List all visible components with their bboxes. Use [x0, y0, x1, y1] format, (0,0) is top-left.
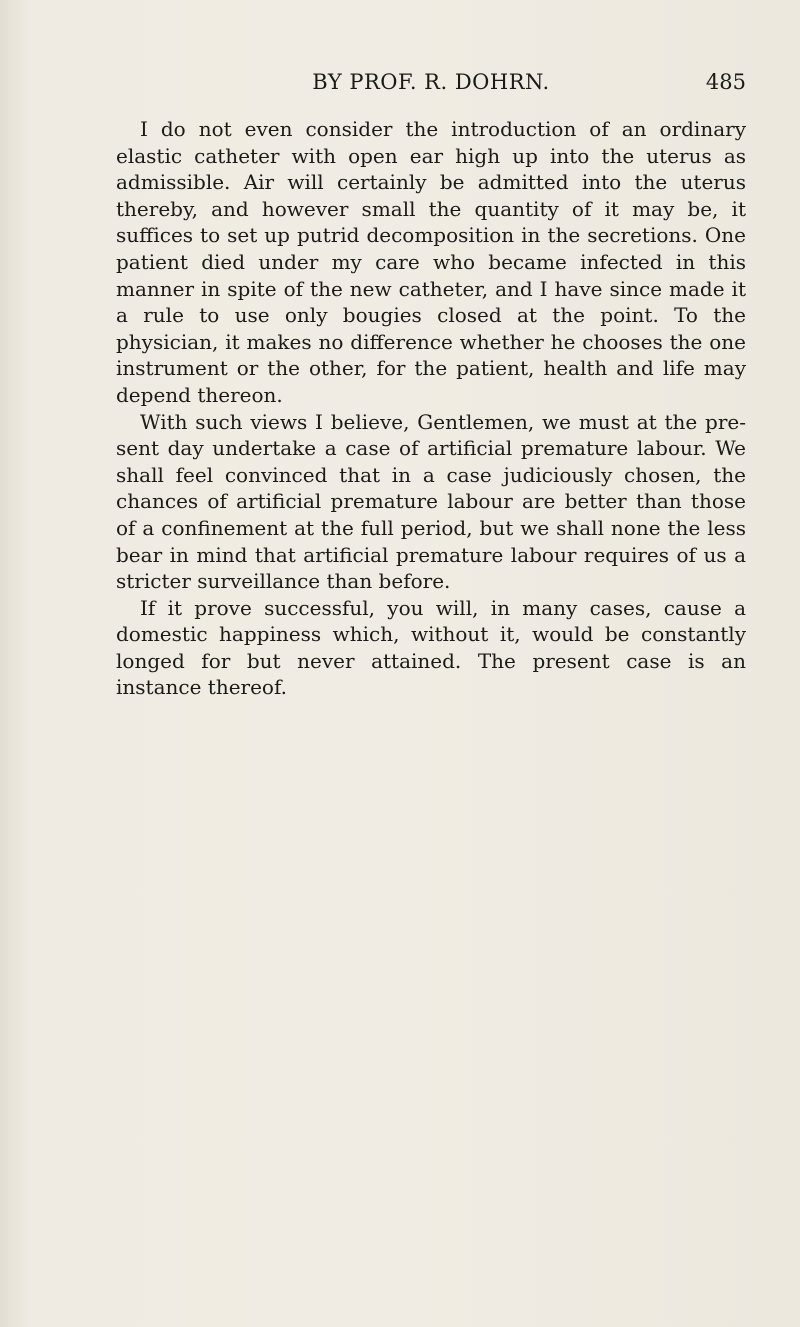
- page-number: 485: [705, 70, 746, 94]
- paragraph: I do not even consider the introduction of an ordinary elastic catheter with open ear high up into the uterus as admissible. Air will certainly be admitted into the uterus thereby, and however small the quantity of it may be, it suffices to set up putrid decomposition in the secretions. One patient died under my care who became infected in this manner in spite of the new catheter, and I have since made it a rule to use only bougies closed at the point. To the physician, it makes no difference whether he chooses the one instrument or the other, for the patient, health and life may depend thereon.: [116, 117, 746, 407]
- paragraph: If it prove successful, you will, in many cases, cause a domestic happiness which, without it, would be constantly longed for but never attained. The present case is an instance thereof.: [116, 595, 746, 700]
- running-title: BY PROF. R. DOHRN.: [312, 70, 550, 94]
- body-text: [116, 116, 746, 701]
- running-head: [116, 70, 746, 100]
- paragraph: With such views I believe, Gentlemen, we must at the present day undertake a case of artificial premature labour. We shall feel convinced that in a case judiciously chosen, the chances of artificial premature labour are better than those of a confinement at the full period, but we shall none the less bear in mind that artificial premature labour requires of us a stricter surveillance than before.: [116, 409, 746, 594]
